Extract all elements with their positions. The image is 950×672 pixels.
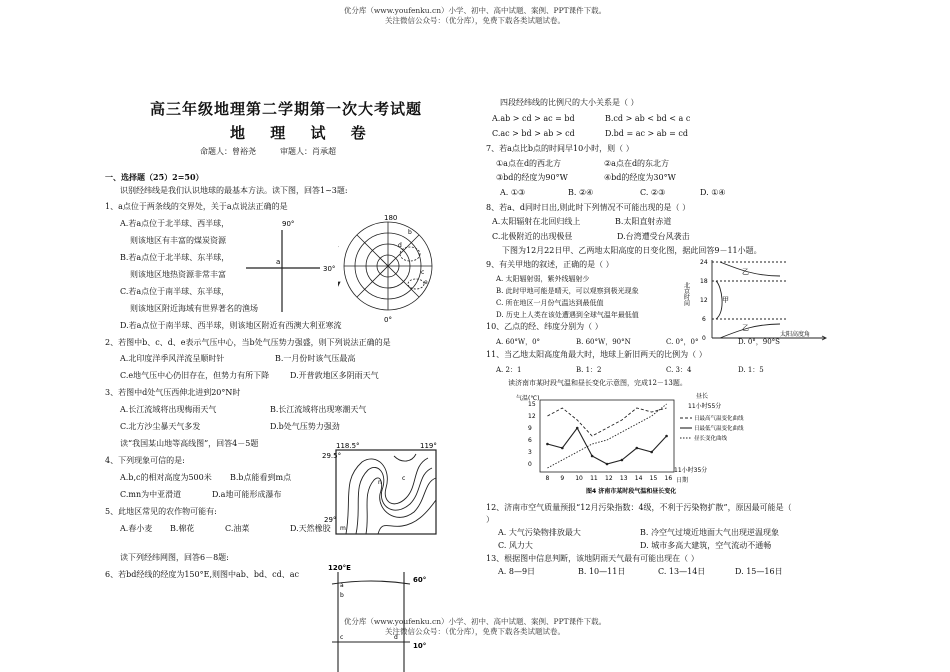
contour-lat2: 29° bbox=[324, 516, 337, 524]
chart-ytick: 12 bbox=[528, 413, 536, 420]
q3-option-b[interactable]: B.长江流域将出现寒潮天气 bbox=[270, 405, 367, 414]
q1-option-d[interactable]: D.若a点位于南半球、西半球，则该地区附近有西澳大利亚寒流 bbox=[120, 321, 342, 330]
intro-3: 读下列经纬网图，回答6－8题: bbox=[120, 553, 229, 562]
sun-xlabel: 太阳高度角 bbox=[780, 331, 811, 338]
chart-legend-label: 昼长变化曲线 bbox=[694, 436, 728, 442]
chart-point bbox=[665, 435, 668, 438]
contour-point-c: c bbox=[402, 475, 406, 482]
q3-option-c[interactable]: C.北方沙尘暴天气多发 bbox=[120, 422, 201, 431]
q7-option-b[interactable]: B. ②④ bbox=[568, 188, 594, 197]
contour-point-m: m bbox=[340, 525, 346, 532]
chart-xtick: 9 bbox=[560, 475, 565, 482]
q2-stem: 2、若图中b、c、d、e表示气压中心，当b处气压势力强盛，则下列说法正确的是 bbox=[105, 338, 391, 347]
section-heading: 一、选择题（25）2=50） bbox=[105, 172, 204, 182]
q7-option-c[interactable]: C. ②③ bbox=[640, 188, 666, 197]
contour-lon2: 119° bbox=[420, 442, 437, 450]
sun-ylabel: 北京时间 bbox=[682, 282, 690, 306]
figure-polar-circles bbox=[338, 212, 443, 324]
q9-option-b[interactable]: B. 此时甲地可能是晴天，可以观察到极光现象 bbox=[496, 287, 639, 295]
chart-bottom-note: 11小时35分 bbox=[674, 467, 708, 474]
polar-bottom-label: 0° bbox=[384, 316, 392, 324]
grid-lat2-label: 10° bbox=[413, 642, 427, 650]
q3-option-d[interactable]: D.b处气压势力强劲 bbox=[270, 422, 340, 431]
chart-ylabel2: 昼长 bbox=[696, 393, 709, 400]
q5-option-b[interactable]: B.棉花 bbox=[170, 524, 195, 533]
q10-stem: 10、乙点的经、纬度分别为（ ） bbox=[486, 322, 603, 331]
cross-point-a: a bbox=[276, 258, 281, 266]
q6-option-a[interactable]: A.ab > cd > ac = bd bbox=[492, 114, 575, 123]
exam-title: 高三年级地理第二学期第一次大考试题 bbox=[150, 100, 423, 118]
chart-xtick: 14 bbox=[634, 475, 643, 482]
q4-stem: 4、下列现象可信的是: bbox=[105, 456, 185, 465]
chart-series-line bbox=[547, 404, 666, 468]
footer-line2: 关注微信公众号：（优分库），免费下载各类试题试卷。 bbox=[385, 627, 565, 636]
contour-lon1: 118.5° bbox=[336, 442, 360, 450]
q11-option-d[interactable]: D. 1：5 bbox=[738, 366, 764, 374]
q1-option-a[interactable]: A.若a点位于北半球、西半球， bbox=[120, 219, 230, 228]
chart-xtick: 10 bbox=[575, 475, 583, 482]
exam-subtitle: 地 理 试 卷 bbox=[230, 124, 376, 142]
q3-option-a[interactable]: A.长江流域将出现梅雨天气 bbox=[120, 405, 217, 414]
q9-option-a[interactable]: A. 太阳辐射弱，紫外线辐射少 bbox=[496, 275, 590, 283]
sun-ytick-18: 18 bbox=[700, 278, 708, 285]
figure-sun-altitude bbox=[676, 252, 836, 352]
chart-title: 图4 济南市某时段气温和昼长变化 bbox=[586, 488, 677, 495]
grid-point-b: b bbox=[340, 592, 344, 599]
grid-point-d: d bbox=[394, 634, 398, 641]
contour-lat1: 29.5° bbox=[322, 452, 342, 460]
q5-option-d[interactable]: D.天然橡胶 bbox=[290, 524, 331, 533]
q8-option-c[interactable]: C.北极附近的出现极昼 bbox=[492, 232, 573, 241]
q6-option-c[interactable]: C.ac > bd > ab > cd bbox=[492, 129, 575, 138]
intro-4: 下图为12月22日甲、乙两地太阳高度的日变化图，据此回答9－11小题。 bbox=[502, 246, 762, 255]
q7-item-3: ③bd的经度为90°W bbox=[496, 173, 568, 182]
chart-ytick: 15 bbox=[528, 401, 536, 408]
q9-option-c[interactable]: C. 所在地区一月份气温达到最低值 bbox=[496, 299, 604, 307]
grid-lat1-label: 60° bbox=[413, 576, 427, 584]
chart-point bbox=[635, 447, 638, 450]
q2-option-b[interactable]: B.一月份时该气压最高 bbox=[275, 354, 356, 363]
q11-option-a[interactable]: A. 2：1 bbox=[496, 366, 522, 374]
figure-cross-lines bbox=[240, 220, 340, 320]
grid-lon-label: 120°E bbox=[328, 564, 351, 572]
header-line2: 关注微信公众号：（优分库），免费下载各类试题试卷。 bbox=[385, 16, 565, 25]
polar-label-b: b bbox=[408, 229, 412, 236]
q7-item-4: ④bd的经度为30°W bbox=[604, 173, 676, 182]
chart-series-line bbox=[547, 428, 666, 464]
q8-option-a[interactable]: A.太阳辐射在北回归线上 bbox=[492, 217, 581, 226]
sun-ytick-6: 6 bbox=[702, 316, 706, 323]
sun-label-jia: 甲 bbox=[722, 296, 729, 304]
q5-option-a[interactable]: A.春小麦 bbox=[120, 524, 153, 533]
sun-label-yi-top: 乙 bbox=[742, 268, 749, 276]
chart-xtick: 16 bbox=[664, 475, 673, 482]
authors: 命题人：曾裕尧 审题人：肖承超 bbox=[200, 147, 336, 156]
q13-option-a[interactable]: A. 8—9日 bbox=[498, 567, 536, 576]
chart-ytick: 3 bbox=[528, 449, 532, 456]
q8-option-d[interactable]: D.台湾遭受台风袭击 bbox=[617, 232, 690, 241]
q4-option-d[interactable]: D.a地可能形成瀑布 bbox=[212, 490, 282, 499]
chart-xtick: 8 bbox=[545, 475, 550, 482]
q5-option-c[interactable]: C.油菜 bbox=[225, 524, 250, 533]
sun-label-yi-bottom: 乙 bbox=[742, 324, 749, 332]
q4-option-b[interactable]: B.b点能看到m点 bbox=[230, 473, 292, 482]
q10-option-a[interactable]: A. 60°W，0° bbox=[496, 338, 541, 346]
q12-stem: 12、济南市空气质量预报“12月污染指数：4级，不利于污染物扩散”，原因最可能是（ bbox=[486, 503, 792, 512]
chart-xlabel: 日期 bbox=[676, 477, 689, 484]
intro-5: 读济南市某时段气温和昼长变化示意图，完成12－13题。 bbox=[508, 379, 687, 387]
q11-option-b[interactable]: B. 1：2 bbox=[576, 366, 602, 374]
q11-option-c[interactable]: C. 3：4 bbox=[666, 366, 692, 374]
grid-point-a: a bbox=[340, 582, 344, 589]
q11-stem: 11、当乙地太阳高度角最大时，地球上新旧两天的比例为（ ） bbox=[486, 350, 707, 359]
grid-point-c: c bbox=[340, 634, 344, 641]
q4-option-a[interactable]: A.b,c的相对高度为500米 bbox=[120, 473, 212, 482]
sun-ytick-0: 0 bbox=[702, 335, 706, 342]
q10-option-d[interactable]: D. 0°，90°S bbox=[738, 338, 780, 346]
q12-stem-end: ） bbox=[486, 515, 494, 524]
chart-ylabel: 气温(℃) bbox=[516, 395, 540, 402]
figure-latlon-grid bbox=[318, 562, 438, 672]
cross-lat-label: 90° bbox=[282, 220, 295, 228]
q4-option-c[interactable]: C.mn为中亚滑道 bbox=[120, 490, 182, 499]
chart-point bbox=[546, 443, 549, 446]
chart-legend-label: 日最高气温变化曲线 bbox=[694, 416, 744, 422]
intro-2: 读“我国某山地等高线图”，回答4－5题 bbox=[120, 439, 259, 448]
q1-option-c[interactable]: C.若a点位于南半球、东半球， bbox=[120, 287, 230, 296]
q10-option-c[interactable]: C. 0°，0° bbox=[666, 338, 699, 346]
q13-option-b[interactable]: B. 10—11日 bbox=[578, 567, 626, 576]
q5-stem: 5、此地区常见的农作物可能有: bbox=[105, 507, 217, 516]
chart-point bbox=[561, 447, 564, 450]
chart-ytick: 9 bbox=[528, 425, 532, 432]
q13-option-d[interactable]: D. 15—16日 bbox=[735, 567, 783, 576]
chart-ytick: 0 bbox=[528, 461, 532, 468]
q13-stem: 13、根据图中信息判断，该地阴雨天气最有可能出现在（ ） bbox=[486, 554, 699, 563]
chart-series-line bbox=[547, 408, 666, 436]
q6-stem-cont: 四段经纬线的比例尺的大小关系是（ ） bbox=[500, 98, 639, 107]
chart-legend-label: 日最低气温变化曲线 bbox=[694, 426, 744, 432]
chart-xtick: 13 bbox=[619, 475, 628, 482]
q1-stem: 1、a点位于两条线的交界处，关于a点说法正确的是 bbox=[105, 202, 288, 211]
q9-stem: 9、有关甲地的叙述，正确的是（ ） bbox=[486, 260, 614, 269]
chart-point bbox=[576, 427, 579, 430]
figure-contour-map bbox=[322, 440, 444, 545]
q12-option-b[interactable]: B. 冷空气过境近地面大气出现逆温现象 bbox=[640, 528, 779, 537]
q7-stem: 7、若a点比b点的时间早10小时，则（ ） bbox=[486, 144, 634, 153]
chart-xtick: 12 bbox=[605, 475, 613, 482]
q6-option-b[interactable]: B.cd > ab < bd < a c bbox=[605, 114, 691, 123]
q2-option-a[interactable]: A.北印度洋季风洋流呈顺时针 bbox=[120, 354, 225, 363]
q8-stem: 8、若a、d同时日出,则此时下列情况不可能出现的是（ ） bbox=[486, 203, 691, 212]
q9-option-d[interactable]: D. 历史上人类在该处遭遇到全球气温年最低值 bbox=[496, 311, 639, 319]
q12-option-d[interactable]: D. 城市多高大建筑，空气流动不通畅 bbox=[640, 541, 772, 550]
cross-lon-label: 30° bbox=[323, 265, 336, 273]
q12-option-a[interactable]: A. 大气污染物排放最大 bbox=[498, 528, 581, 537]
q7-option-a[interactable]: A. ①③ bbox=[500, 188, 526, 197]
chart-xtick: 15 bbox=[649, 475, 658, 482]
sun-ytick-24: 24 bbox=[700, 259, 708, 266]
q10-option-b[interactable]: B. 60°W，90°N bbox=[576, 338, 631, 346]
chart-point bbox=[650, 451, 653, 454]
q3-stem: 3、若图中d处气压西伸北进到20°N时 bbox=[105, 388, 241, 397]
q1-option-b-cont: 则该地区地热资源非常丰富 bbox=[130, 270, 226, 279]
chart-point bbox=[591, 455, 594, 458]
q7-item-2: ②a点在d的东北方 bbox=[604, 159, 670, 168]
q7-item-1: ①a点在d的西北方 bbox=[496, 159, 562, 168]
q12-option-c[interactable]: C. 风力大 bbox=[498, 541, 533, 550]
intro-1: 识别经纬线是我们认识地球的最基本方法。读下图，回答1~3题: bbox=[120, 186, 348, 195]
chart-ytick: 6 bbox=[528, 437, 532, 444]
polar-label-c: c bbox=[421, 269, 425, 276]
q8-option-b[interactable]: B.太阳直射赤道 bbox=[615, 217, 672, 226]
q1-option-a-cont: 则该地区有丰富的煤炭资源 bbox=[130, 236, 226, 245]
q7-option-d[interactable]: D. ①④ bbox=[700, 188, 726, 197]
header-line1: 优分库（www.youfenku.cn）小学、初中、高中试题、案例、PPT课件下载。 bbox=[343, 6, 607, 15]
q2-option-c[interactable]: C.e地气压中心仍旧存在，但势力有所下降 bbox=[120, 371, 270, 380]
figure-jinan-chart bbox=[516, 392, 746, 498]
polar-label-e: e bbox=[424, 279, 428, 286]
chart-point bbox=[621, 459, 624, 462]
q1-option-b[interactable]: B.若a点位于北半球、东半球， bbox=[120, 253, 230, 262]
sun-ytick-12: 12 bbox=[700, 297, 708, 304]
footer-line1: 优分库（www.youfenku.cn）小学、初中、高中试题、案例、PPT课件下载。 bbox=[343, 617, 607, 626]
contour-point-n: n bbox=[378, 479, 382, 486]
chart-xtick: 11 bbox=[590, 475, 598, 482]
q6-option-d[interactable]: D.bd = ac > ab = cd bbox=[605, 129, 689, 138]
q6-stem: 6、若bd经线的经度为150°E,则图中ab、bd、cd、ac bbox=[105, 570, 299, 579]
chart-point bbox=[606, 463, 609, 466]
chart-top-note: 11小时55分 bbox=[688, 403, 722, 410]
polar-label-d: d bbox=[398, 242, 402, 249]
q2-option-d[interactable]: D.开普敦地区多阴雨天气 bbox=[290, 371, 379, 380]
q1-option-c-cont: 则该地区附近海域有世界著名的渔场 bbox=[130, 304, 258, 313]
polar-top-label: 180 bbox=[384, 214, 398, 222]
q13-option-c[interactable]: C. 13—14日 bbox=[658, 567, 706, 576]
